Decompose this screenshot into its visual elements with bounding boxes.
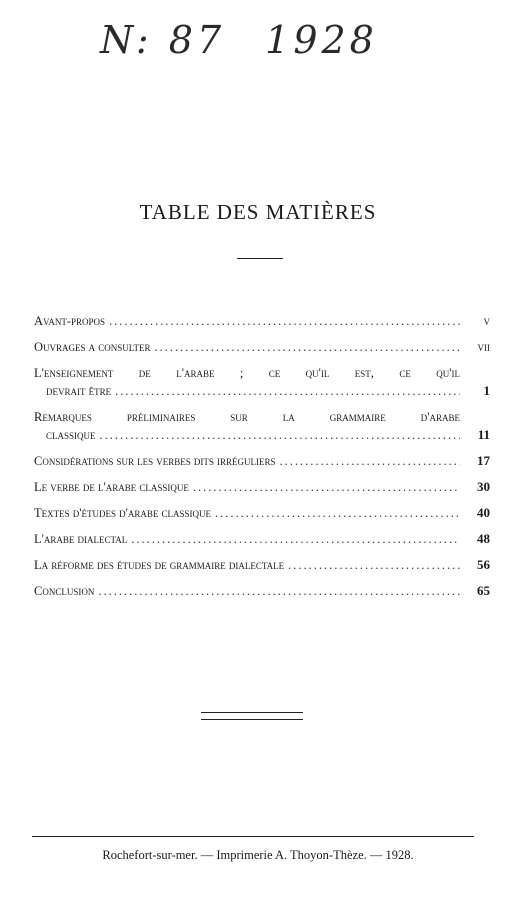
toc-entry — [34, 408, 490, 444]
leader-dots — [215, 504, 460, 522]
leader-dots — [131, 530, 460, 548]
toc-entry-label-continued: devrait être — [46, 384, 112, 398]
toc-entry-page: 40 — [477, 505, 490, 520]
toc-entry — [34, 364, 490, 400]
toc-entry-page: v — [483, 313, 490, 328]
toc-entry-page: vii — [477, 339, 490, 354]
toc-entry-label: La réforme des études de grammaire dialectale — [34, 558, 285, 572]
toc-entry-label: Conclusion — [34, 584, 95, 598]
toc-entry-page: 56 — [477, 557, 490, 572]
toc-entry — [34, 582, 490, 600]
toc-entry-page: 65 — [477, 583, 490, 598]
toc-entry-page: 1 — [483, 383, 490, 398]
toc-entry-label: Le verbe de l'arabe classique — [34, 480, 189, 494]
toc-entry-label: Considérations sur les verbes dits irréguliers — [34, 454, 276, 468]
leader-dots — [98, 582, 460, 600]
leader-dots — [154, 338, 460, 356]
toc-entry-page: 11 — [477, 427, 490, 442]
toc-entry-label: Remarques préliminaires sur la grammaire d'arabe — [34, 410, 460, 424]
toc-entry — [34, 504, 490, 522]
handwritten-note — [100, 18, 378, 62]
handwritten-number: N: 87 — [100, 18, 226, 62]
leader-dots — [115, 382, 460, 400]
page-title: TABLE DES MATIÈRES — [139, 200, 377, 224]
toc-entry-label: L'arabe dialectal — [34, 532, 128, 546]
leader-dots — [109, 312, 460, 330]
toc-entry-label: Ouvrages a consulter — [34, 340, 151, 354]
leader-dots — [279, 452, 460, 470]
toc-entry-page: 17 — [477, 453, 490, 468]
toc-entry-label: L'enseignement de l'arabe ; ce qu'il est, ce qu'il — [34, 366, 460, 380]
footer-rule — [32, 836, 474, 837]
leader-dots — [100, 426, 460, 444]
leader-dots — [288, 556, 460, 574]
toc-entry — [34, 312, 490, 330]
table-of-contents — [34, 312, 490, 600]
handwritten-year: 1928 — [265, 18, 378, 62]
leader-dots — [193, 478, 460, 496]
toc-entry-page: 30 — [477, 479, 490, 494]
toc-entry — [34, 478, 490, 496]
toc-entry-label-continued: classique — [46, 428, 96, 442]
toc-entry — [34, 530, 490, 548]
toc-entry — [34, 556, 490, 574]
ornamental-rule — [201, 712, 303, 720]
toc-entry-page: 48 — [477, 531, 490, 546]
toc-entry — [34, 452, 490, 470]
title-rule — [237, 258, 283, 259]
printer-imprint: Rochefort-sur-mer. — Imprimerie A. Thoyon-Thèze. — 1928. — [102, 848, 414, 862]
toc-entry-label: Textes d'études d'arabe classique — [34, 506, 212, 520]
toc-entry-label: Avant-propos — [34, 314, 106, 328]
toc-entry — [34, 338, 490, 356]
